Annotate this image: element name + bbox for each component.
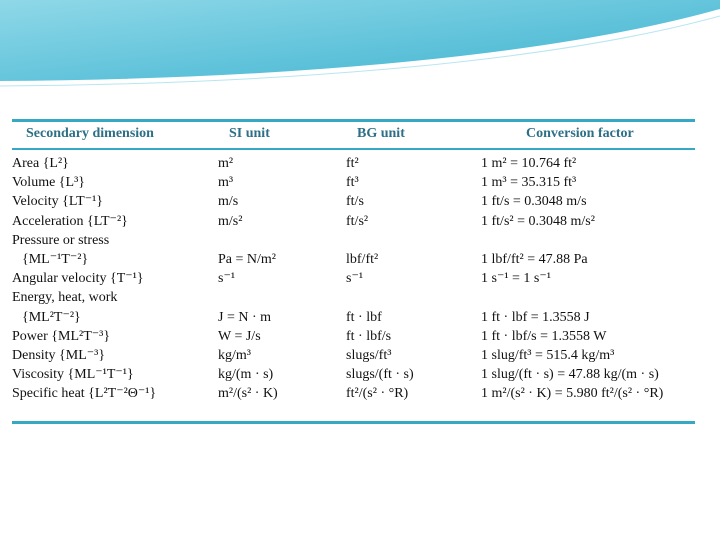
conversion-factor-cell: 1 lbf/ft² = 47.88 Pa <box>481 252 588 267</box>
si-unit-cell: s⁻¹ <box>218 271 236 287</box>
table-row <box>12 269 695 288</box>
table-row <box>12 212 695 231</box>
bg-unit-cell: s⁻¹ <box>346 271 364 287</box>
si-unit-cell: m/s <box>218 194 239 210</box>
si-unit-cell: m³ <box>218 175 234 191</box>
conversion-factor-cell: 1 ft · lbf/s = 1.3558 W <box>481 328 607 344</box>
table-row <box>12 346 695 365</box>
dimension-cell: Velocity {LT⁻¹} <box>12 194 103 210</box>
table-row <box>12 231 695 250</box>
dimension-cell: Pressure or stress <box>12 232 110 248</box>
table-row <box>12 384 695 403</box>
table-row <box>12 365 695 384</box>
conversion-factor-cell: 1 slug/ft³ = 515.4 kg/m³ <box>481 348 615 363</box>
bg-unit-cell: ft²/(s² · °R) <box>346 386 409 402</box>
conversion-factor-cell: 1 ft/s² = 0.3048 m/s² <box>481 213 595 229</box>
bg-unit-cell: ft/s <box>346 194 364 210</box>
bg-unit-cell: ft · lbf/s <box>346 328 392 344</box>
table-row <box>12 308 695 327</box>
conversion-factor-cell: 1 slug/(ft · s) = 47.88 kg/(m · s) <box>481 367 659 383</box>
bg-unit-cell: ft³ <box>346 175 359 191</box>
dimension-cell: Power {ML²T⁻³} <box>12 328 111 344</box>
bg-unit-cell: slugs/ft³ <box>346 348 392 363</box>
table-row <box>12 173 695 192</box>
table-row <box>12 288 695 307</box>
dimension-cell: {ML²T⁻²} <box>22 309 81 325</box>
si-unit-cell: Pa = N/m² <box>218 252 276 267</box>
dimension-cell: Acceleration {LT⁻²} <box>12 213 128 229</box>
dimension-cell: Energy, heat, work <box>12 290 118 306</box>
si-unit-cell: m/s² <box>218 213 243 229</box>
table-row <box>12 327 695 346</box>
unit-conversion-table <box>12 119 695 424</box>
header-secondary-dimension: Secondary dimension <box>26 126 154 141</box>
bg-unit-cell: lbf/ft² <box>346 252 379 267</box>
decorative-banner <box>0 0 720 100</box>
conversion-factor-cell: 1 m² = 10.764 ft² <box>481 156 577 171</box>
dimension-cell: Specific heat {L²T⁻²Θ⁻¹} <box>12 386 157 402</box>
bg-unit-cell: slugs/(ft · s) <box>346 367 414 383</box>
si-unit-cell: kg/(m · s) <box>218 367 274 383</box>
table-row <box>12 154 695 173</box>
conversion-factor-cell: 1 s⁻¹ = 1 s⁻¹ <box>481 271 551 287</box>
dimension-cell: Volume {L³} <box>12 175 85 191</box>
header-si-unit: SI unit <box>229 126 270 141</box>
si-unit-cell: m² <box>218 156 234 171</box>
table-top-rule <box>12 119 695 122</box>
dimension-cell: Density {ML⁻³} <box>12 348 106 363</box>
dimension-cell: Viscosity {ML⁻¹T⁻¹} <box>12 367 134 383</box>
table-row <box>12 250 695 269</box>
conversion-factor-cell: 1 ft/s = 0.3048 m/s <box>481 194 587 210</box>
header-conversion-factor: Conversion factor <box>526 126 634 141</box>
table-row <box>12 192 695 211</box>
conversion-factor-cell: 1 m²/(s² · K) = 5.980 ft²/(s² · °R) <box>481 386 664 402</box>
dimension-cell: Area {L²} <box>12 156 69 171</box>
bg-unit-cell: ft · lbf <box>346 309 382 325</box>
bg-unit-cell: ft/s² <box>346 213 369 229</box>
si-unit-cell: W = J/s <box>218 328 261 344</box>
si-unit-cell: J = N · m <box>218 309 272 325</box>
table-bottom-rule <box>12 421 695 424</box>
dimension-cell: Angular velocity {T⁻¹} <box>12 271 144 287</box>
si-unit-cell: kg/m³ <box>218 348 251 363</box>
bg-unit-cell: ft² <box>346 156 359 171</box>
table-header-rule <box>12 148 695 150</box>
si-unit-cell: m²/(s² · K) <box>218 386 278 402</box>
header-bg-unit: BG unit <box>357 126 405 141</box>
conversion-factor-cell: 1 m³ = 35.315 ft³ <box>481 175 577 191</box>
dimension-cell: {ML⁻¹T⁻²} <box>22 252 89 267</box>
conversion-factor-cell: 1 ft · lbf = 1.3558 J <box>481 309 590 325</box>
